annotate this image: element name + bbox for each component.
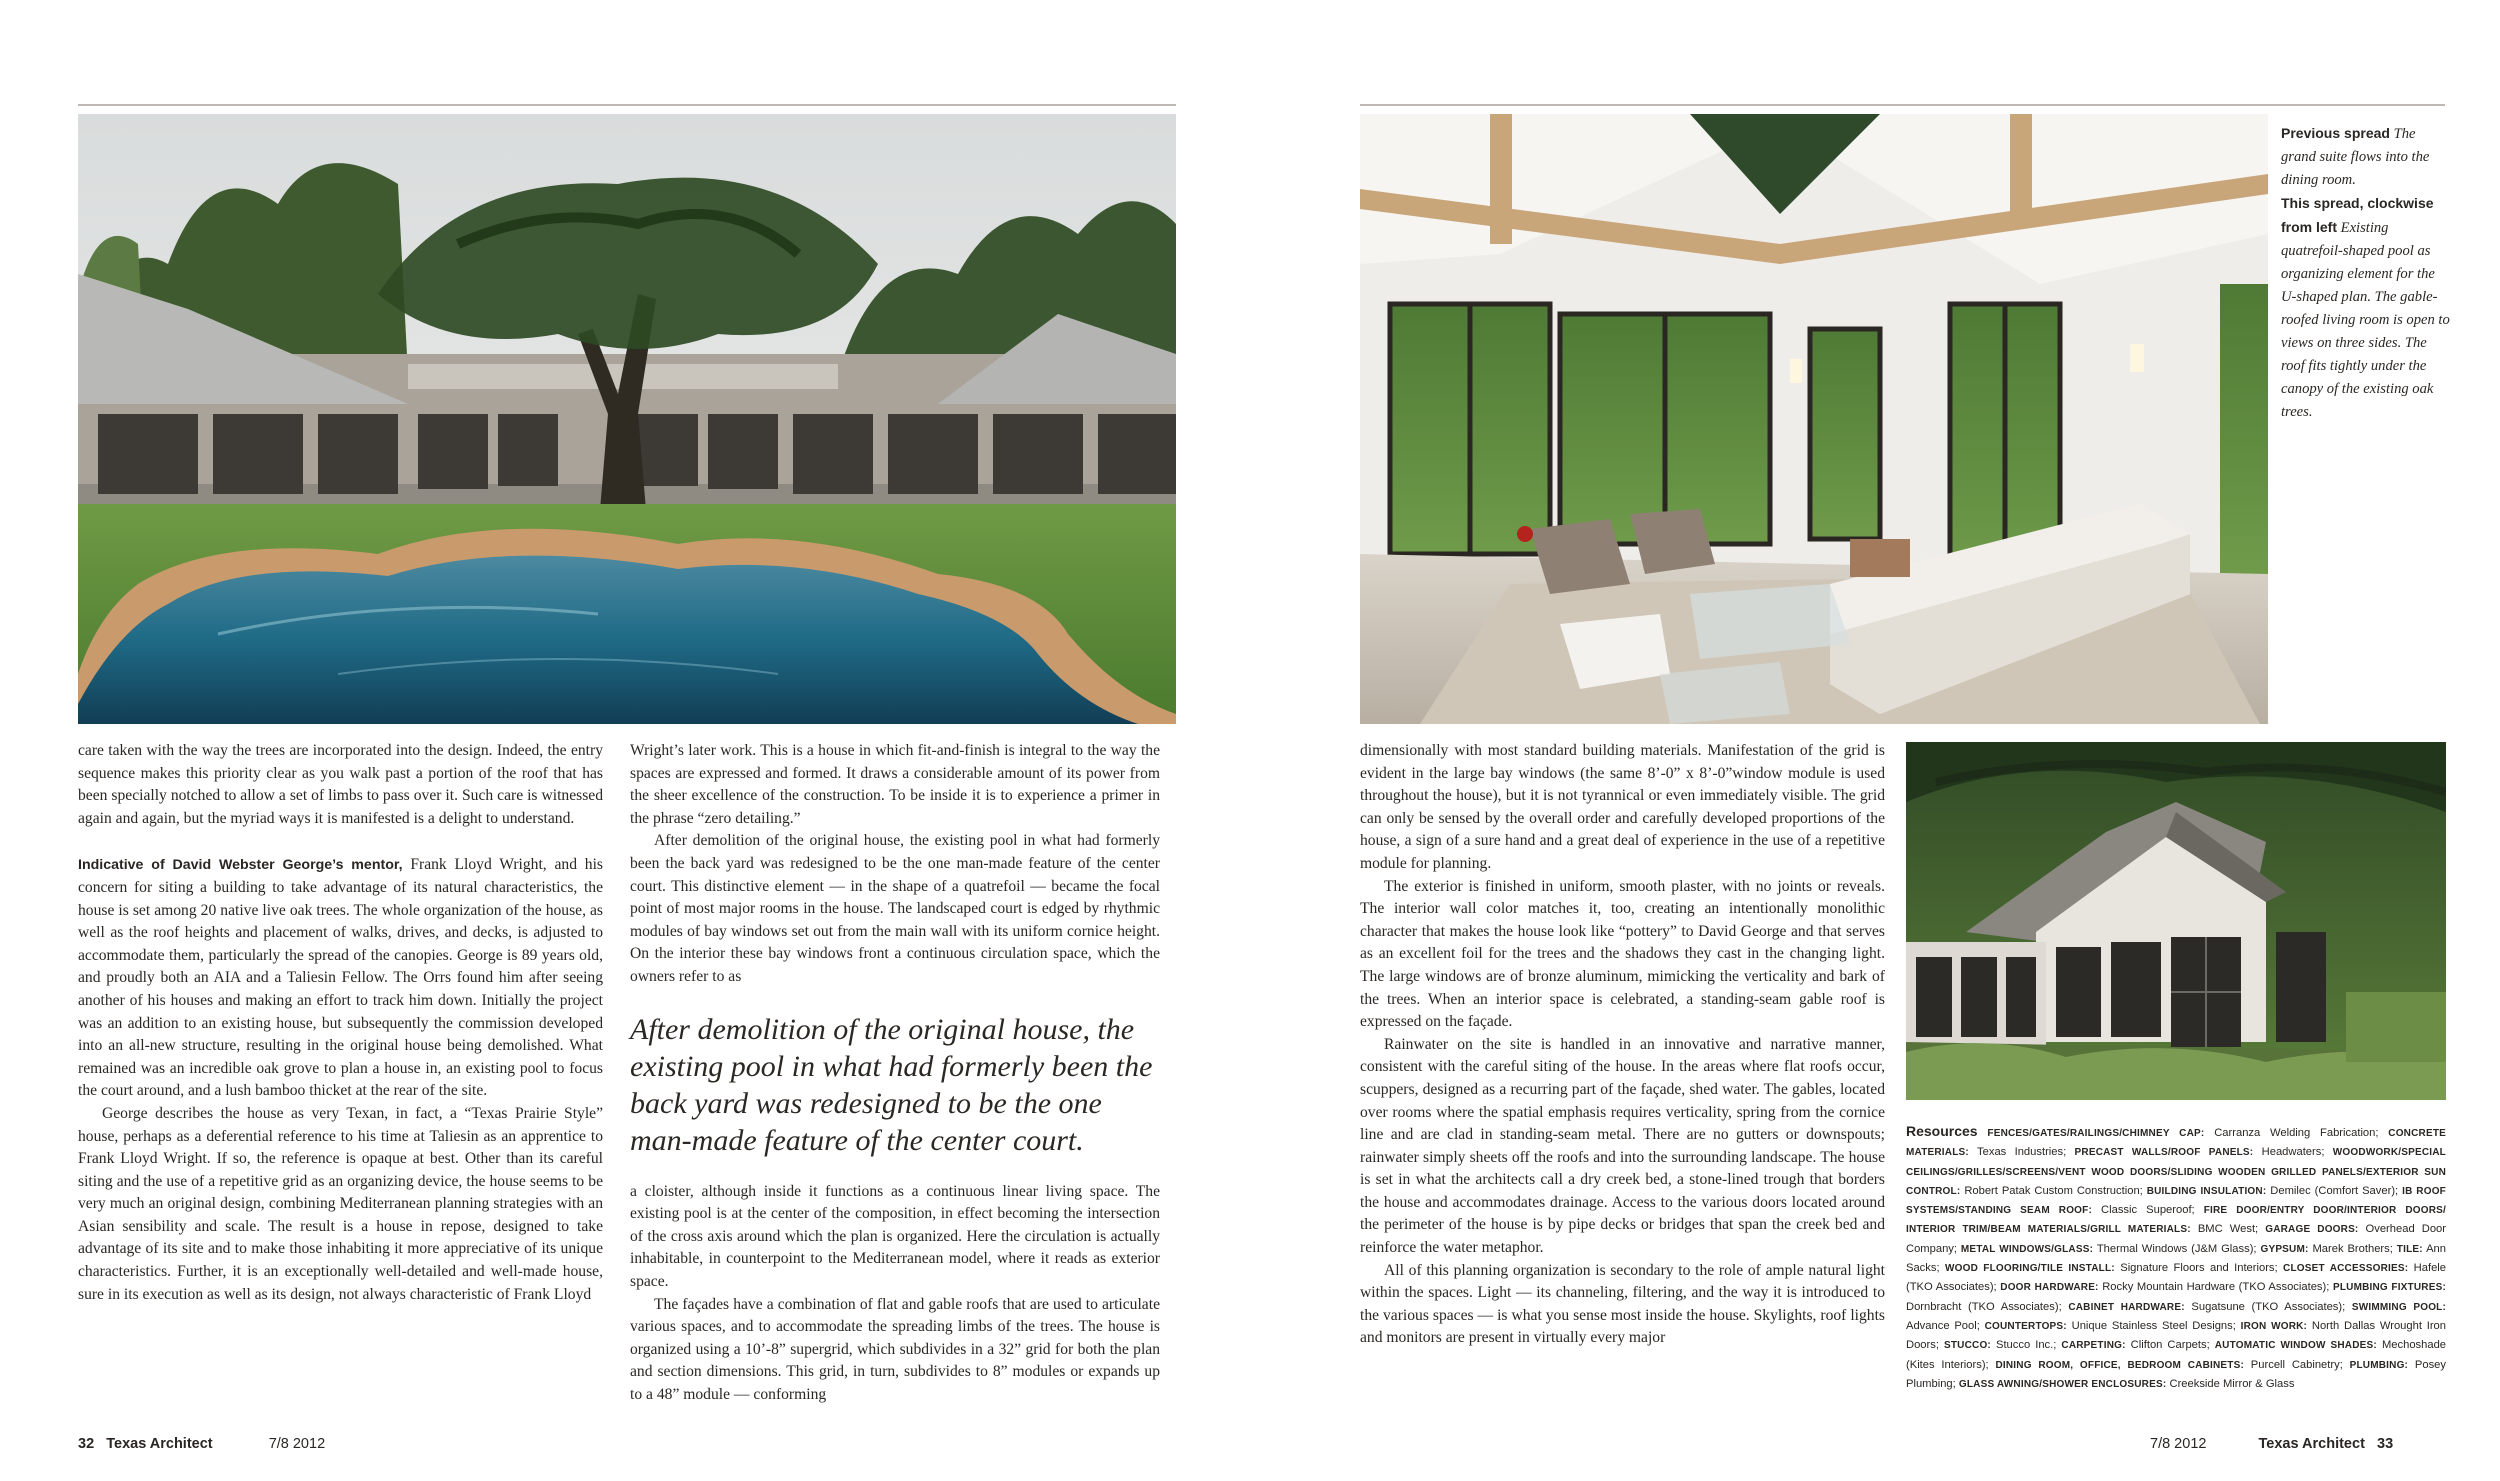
resource-category: IB ROOF SYSTEMS/STANDING SEAM ROOF: (1906, 1185, 2446, 1217)
resource-category: FIRE DOOR/ENTRY DOOR/INTERIOR DOORS/ INTERIOR TRIM/BEAM MATERIALS/GRILL MATERIALS: (1906, 1205, 2446, 1236)
resource-vendor: Mechoshade (Kites Interiors); (1906, 1339, 2447, 1371)
body-paragraph: After demolition of the original house, the existing pool in what had formerly been the back yard was redesigned to be the one man-made feature of the center court. This distinctive element — in the shape of a quatrefoil — became the focal point of most major rooms in the house. The landscaped court is edged by rhythmic modules of bay windows set out from the main wall with its uniform cornice height. On the interior these bay windows front a continuous circulation space, which the owners refer to as (630, 832, 1160, 985)
body-column-3 (1360, 740, 1885, 1350)
resource-category: DINING ROOM, OFFICE, BEDROOM CABINETS: (1995, 1359, 2244, 1371)
folio (2150, 1436, 2393, 1452)
body-paragraph: care taken with the way the trees are incorporated into the design. Indeed, the entry sequence makes this priority clear as you walk past a portion of the roof that has been specially notched to allow a set of limbs to pass over it. Such care is witnessed again and again, but the myriad ways it is manifested is a delight to understand. (78, 742, 603, 827)
resource-category: CARPETING: (2061, 1340, 2126, 1352)
top-rule (78, 104, 1176, 106)
resources-list (1906, 1122, 2446, 1394)
resource-category: TILE: (2396, 1243, 2423, 1255)
body-paragraph: Rainwater on the site is handled in an innovative and narrative manner, consistent with the careful siting of the house. In the areas where flat roofs occur, scuppers, designed as a recurring part of the façade, shed water. The gables, located over rooms where the spatial emphasis requires verticality, spring from the cornice line and are clad in standing-seam metal. There are no gutters or downspouts; rainwater simply sheets off the roofs and into the surrounding landscape. The house is set in what the architects call a dry creek bed, a stone-lined trough that borders the house and accommodates drainage. Access to the various doors located around the perimeter of the house is by pipe decks or bridges that span the creek bed and reinforce the water metaphor. (1360, 1035, 1885, 1257)
resource-category: GYPSUM: (2260, 1243, 2309, 1255)
resource-category: CLOSET ACCESSORIES: (2283, 1263, 2409, 1275)
resource-vendor: Marek Brothers; (2308, 1242, 2397, 1255)
resource-category: CONCRETE MATERIALS: (1906, 1128, 2446, 1159)
living-room-photo (1360, 114, 2268, 724)
body-paragraph: Wright’s later work. This is a house in which fit-and-finish is integral to the way the spaces are expressed and formed. It draws a considerable amount of its power from the sheer excellence of the construction. To be inside it is to experience a primer in the phrase “zero detailing.” (630, 742, 1160, 827)
resource-vendor: Headwaters; (2253, 1146, 2333, 1159)
resource-vendor: Hafele (TKO Associates); (1906, 1262, 2447, 1294)
resource-vendor: Ann Sacks; (1906, 1242, 2446, 1275)
body-paragraph: a cloister, although inside it functions as a continuous linear living space. The existing pool is at the center of the composition, in effect becoming the intersection of the cross axis around which the plan is organized. Here the circulation is actually inhabitable, in counterpoint to the Mediterranean model, where it reads as exterior space. (630, 1182, 1160, 1290)
resources-items (1906, 1127, 2446, 1390)
caption-heading: This spread, clockwise from left (2281, 195, 2434, 235)
resource-vendor: Sugatsune (TKO Associates); (2184, 1300, 2352, 1313)
body-paragraph: The exterior is finished in uniform, smooth plaster, with no joints or reveals. The interior wall color matches it, too, creating an intentionally monolithic character that makes the house look like “pottery” to David George and that serves as an excellent foil for the trees and the shadows they cast in the changing light. The large windows are of bronze aluminum, mimicking the verticality and bark of the trees. When an interior space is celebrated, a standing-seam gable roof is expressed on the façade. (1360, 877, 1885, 1031)
resource-category: DOOR HARDWARE: (2000, 1282, 2099, 1294)
resource-category: IRON WORK: (2240, 1320, 2308, 1332)
resource-vendor: Carranza Welding Fabrication; (2204, 1127, 2389, 1139)
resource-vendor: Demilec (Comfort Saver); (2266, 1184, 2403, 1197)
resource-vendor: Clifton Carpets; (2125, 1339, 2215, 1352)
resource-category: COUNTERTOPS: (1984, 1320, 2067, 1332)
resource-vendor: Overhead Door Company; (1906, 1223, 2446, 1255)
resource-vendor: BMC West; (2190, 1223, 2266, 1236)
body-paragraph: The façades have a combination of flat and gable roofs that are used to articulate various spaces, and to accommodate the spreading limbs of the trees. The house is organized using a 10’-8” supergrid, which subdivides in a 32” grid for both the plan and section dimensions. This grid, in turn, subdivides to 8” modules or expands up to a 48” module — conforming (630, 1295, 1160, 1403)
resource-category: SWIMMING POOL: (2351, 1301, 2447, 1313)
paragraph-lead-in: Indicative of David Webster George’s mentor, (78, 857, 403, 874)
resource-category: PLUMBING: (2349, 1359, 2409, 1371)
resource-category: CABINET HARDWARE: (2068, 1301, 2185, 1313)
page-number: 33 (2377, 1436, 2394, 1452)
body-column-2 (630, 740, 1160, 1406)
resource-category: BUILDING INSULATION: (2146, 1185, 2267, 1197)
resource-vendor: Unique Stainless Steel Designs; (2066, 1319, 2241, 1332)
caption-text: Existing quatrefoil-shaped pool as organizing element for the U-shaped plan. The gable-roofed living room is open to views on three sides. The roof fits tightly under the canopy of the existing oak trees. (2281, 220, 2450, 420)
body-paragraph: George describes the house as very Texan, in fact, a “Texas Prairie Style” house, perhaps as a deferential reference to his time at Taliesin as an apprentice to Frank Lloyd Wright. If so, the reference is opaque at best. Other than its careful siting and the use of a repetitive grid as an organizing device, the house seems to be very much an original design, combining Mediterranean planning strategies with an Asian sensibility and scale. The result is a house in repose, designed to take advantage of its site and to make those inhabiting it more appreciative of its unique characteristics. Further, it is an exceptionally well-detailed and well-made house, sure in its execution as well as its design, not always characteristic of Frank Lloyd (78, 1104, 603, 1303)
courtyard-pool-photo (78, 114, 1176, 724)
right-page (1250, 0, 2500, 1481)
issue-date: 7/8 2012 (2150, 1436, 2207, 1452)
pull-quote: After demolition of the original house, the existing pool in what had formerly been the back yard was redesigned to be the one man-made feature of the center court. (630, 1012, 1153, 1157)
resource-vendor: Rocky Mountain Hardware (TKO Associates); (2098, 1281, 2333, 1294)
resource-vendor: Creekside Mirror & Glass (2166, 1377, 2295, 1390)
photo-caption (2281, 122, 2451, 424)
body-paragraph (78, 854, 603, 1103)
resource-category: STUCCO: (1944, 1340, 1991, 1352)
exterior-gable-photo (1906, 742, 2446, 1100)
body-paragraph: dimensionally with most standard building materials. Manifestation of the grid is evident in the large bay windows (the same 8’-0” x 8’-0”window module is used throughout the house), but it is not tyrannical or even immediately visible. The grid can only be sensed by the overall order and carefully developed proportions of the house, a sign of a sure hand and a great deal of experience in the use of a repetitive module for planning. (1360, 742, 1885, 872)
resource-vendor: Stucco Inc.; (1990, 1339, 2062, 1352)
folio (78, 1436, 325, 1452)
resource-category: GLASS AWNING/SHOWER ENCLOSURES: (1958, 1378, 2167, 1390)
resource-vendor: Posey Plumbing; (1906, 1358, 2446, 1390)
resource-category: AUTOMATIC WINDOW SHADES: (2214, 1340, 2377, 1352)
resource-vendor: North Dallas Wrought Iron Doors; (1906, 1319, 2446, 1352)
magazine-name: Texas Architect (2258, 1436, 2365, 1452)
resource-vendor: Texas Industries; (1968, 1146, 2075, 1159)
resource-category: PLUMBING FIXTURES: (2332, 1282, 2446, 1294)
top-rule (1360, 104, 2445, 106)
resource-vendor: Advance Pool; (1906, 1319, 1985, 1332)
resources-title: Resources (1906, 1123, 1978, 1139)
resource-category: METAL WINDOWS/GLASS: (1960, 1243, 2094, 1255)
resource-vendor: Classic Superoof; (2092, 1204, 2204, 1217)
resource-vendor: Thermal Windows (J&M Glass); (2093, 1242, 2261, 1255)
body-paragraph: All of this planning organization is secondary to the role of ample natural light within the spaces. Light — its channeling, filtering, and the way it is introduced to the various spaces — is what you sense most inside the house. Skylights, roof lights and monitors are present in virtually every major (1360, 1261, 1885, 1347)
resource-vendor: Dornbracht (TKO Associates); (1906, 1300, 2069, 1313)
resource-category: PRECAST WALLS/ROOF PANELS: (2074, 1147, 2254, 1159)
resource-category: WOOD FLOORING/TILE INSTALL: (1945, 1263, 2115, 1275)
magazine-name: Texas Architect (106, 1436, 213, 1452)
body-column-1 (78, 740, 603, 1306)
resource-vendor: Robert Patak Custom Construction; (1960, 1184, 2147, 1197)
resource-category: WOODWORK/SPECIAL CEILINGS/GRILLES/SCREENS/VENT WOOD DOORS/SLIDING WOODEN GRILLED PANELS/EXTERIOR SUN CONTROL: (1906, 1147, 2446, 1197)
page-number: 32 (78, 1436, 95, 1452)
resource-vendor: Purcell Cabinetry; (2244, 1358, 2350, 1371)
caption-text: The grand suite flows into the dining room. (2281, 126, 2430, 188)
resource-category: FENCES/GATES/RAILINGS/CHIMNEY CAP: (1987, 1128, 2205, 1139)
resource-vendor: Signature Floors and Interiors; (2114, 1262, 2284, 1275)
caption-heading: Previous spread (2281, 125, 2390, 141)
resource-category: GARAGE DOORS: (2265, 1224, 2359, 1236)
paragraph-text: Frank Lloyd Wright, and his concern for siting a building to take advantage of its natural characteristics, the house is set among 20 native live oak trees. The whole organization of the house, as well as the roof heights and placement of walks, drives, and decks, is adjusted to accommodate them, particularly the spread of the canopies. George is 89 years old, and proudly both an AIA and a Taliesin Fellow. The Orrs found him after seeing another of his houses and making an effort to track him down. Initially the project was an addition to an existing house, but subsequently the commission developed into an all-new structure, resulting in the original house being demolished. What remained was an incredible oak grove to plan a house in, an existing pool to focus the court around, and a lush bamboo thicket at the rear of the site. (78, 856, 603, 1100)
issue-date: 7/8 2012 (268, 1436, 326, 1452)
